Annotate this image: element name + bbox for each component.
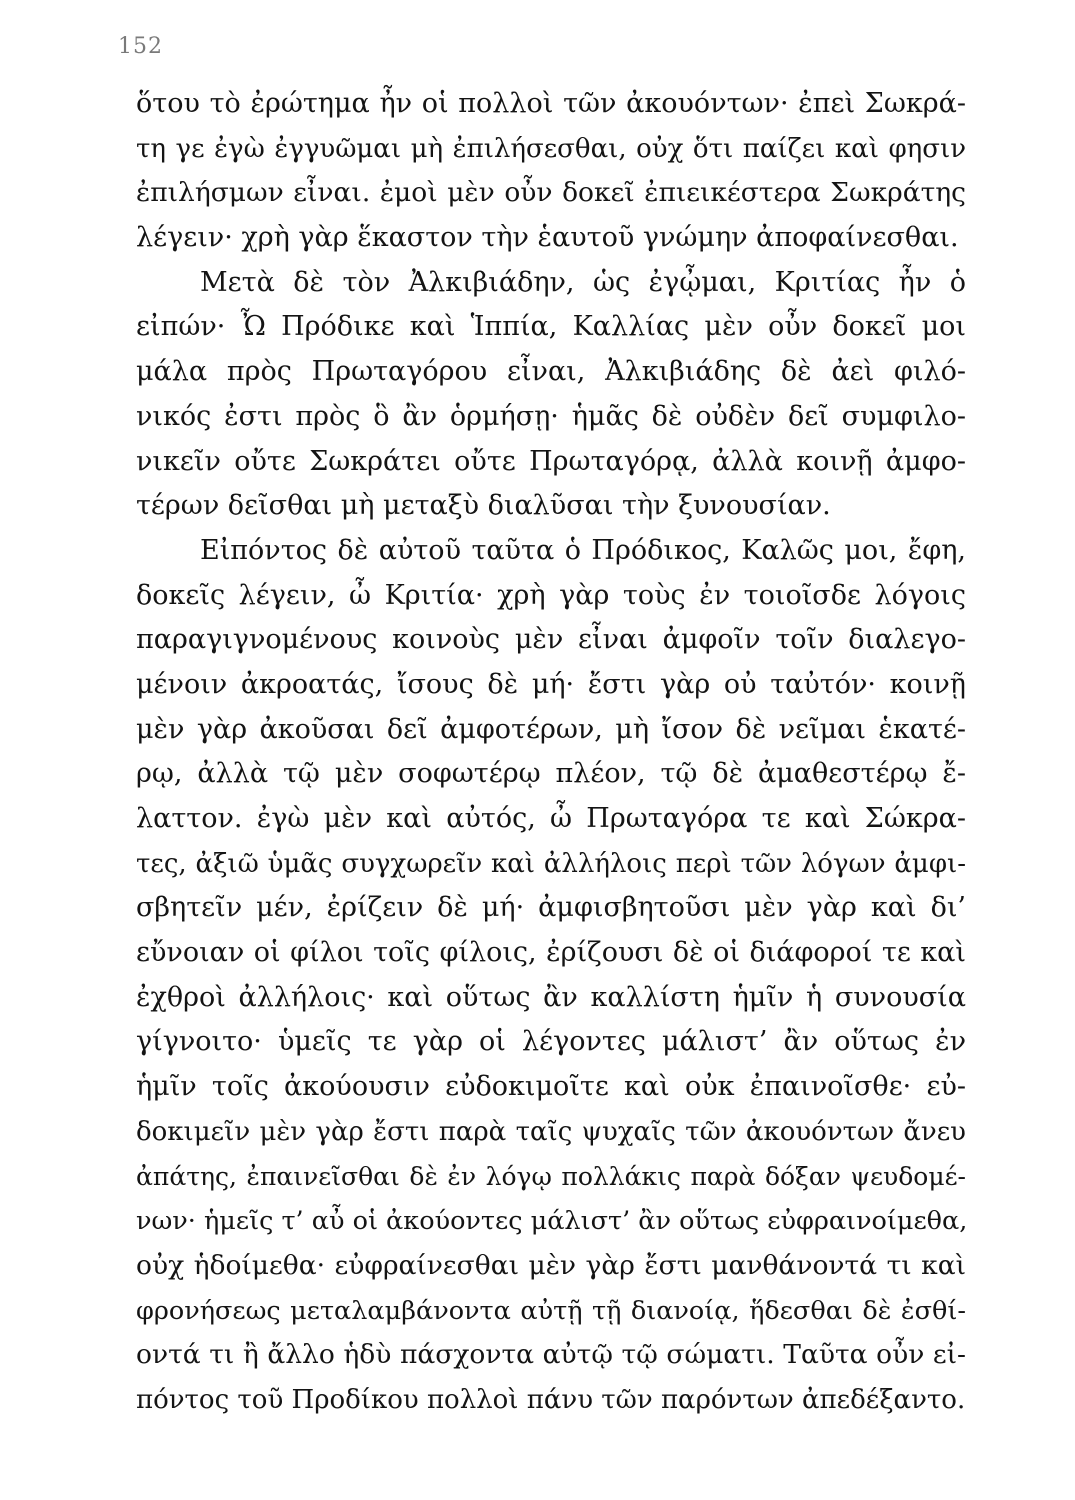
text-line: νων· ἡμεῖς τ’ αὖ οἱ ἀκούοντες μάλιστ’ ἂν οὕτως εὐφραινοίμεθα, — [136, 1206, 968, 1237]
page-number: 152 — [118, 34, 163, 59]
text-line: μὲν γὰρ ἀκοῦσαι δεῖ ἀμφοτέρων, μὴ ἴσον δὲ νεῖμαι ἑκατέ- — [136, 713, 966, 745]
text-line: πόντος τοῦ Προδίκου πολλοὶ πάνυ τῶν παρόντων ἀπεδέξαντο. — [136, 1384, 966, 1415]
text-line: Μετὰ δὲ τὸν Ἀλκιβιάδην, ὡς ἐγᾦμαι, Κριτίας ἦν ὁ — [200, 266, 966, 298]
text-line: εἰπών· Ὦ Πρόδικε καὶ Ἱππία, Καλλίας μὲν οὖν δοκεῖ μοι — [136, 311, 966, 343]
paragraph-2 — [136, 261, 966, 529]
text-line: λαττον. ἐγὼ μὲν καὶ αὐτός, ὦ Πρωταγόρα τε καὶ Σώκρα- — [136, 803, 966, 834]
text-line: μένοιν ἀκροατάς, ἴσους δὲ μή· ἔστι γὰρ οὐ ταὐτόν· κοινῇ — [136, 668, 966, 700]
text-line: λέγειν· χρὴ γὰρ ἕκαστον τὴν ἑαυτοῦ γνώμην ἀποφαίνεσθαι. — [136, 222, 959, 254]
text-line: σβητεῖν μέν, ἐρίζειν δὲ μή· ἀμφισβητοῦσι μὲν γὰρ καὶ δι’ — [136, 892, 966, 924]
text-line: ἡμῖν τοῖς ἀκούουσιν εὐδοκιμοῖτε καὶ οὐκ ἐπαινοῖσθε· εὐ- — [136, 1071, 966, 1103]
text-line: οὐχ ἡδοίμεθα· εὐφραίνεσθαι μὲν γὰρ ἔστι μανθάνοντά τι καὶ — [136, 1249, 966, 1281]
paragraph-1 — [136, 82, 966, 261]
text-line: οντά τι ἢ ἄλλο ἡδὺ πάσχοντα αὐτῷ τῷ σώματι. Ταῦτα οὖν εἰ- — [136, 1339, 966, 1371]
text-line: Εἰπόντος δὲ αὐτοῦ ταῦτα ὁ Πρόδικος, Καλῶς μοι, ἔφη, — [200, 534, 966, 566]
text-line: τη γε ἐγὼ ἐγγυῶμαι μὴ ἐπιλήσεσθαι, οὐχ ὅτι παίζει καὶ φησιν — [136, 133, 966, 164]
text-line: δοκιμεῖν μὲν γὰρ ἔστι παρὰ ταῖς ψυχαῖς τῶν ἀκουόντων ἄνευ — [136, 1116, 966, 1147]
text-body — [136, 82, 966, 1423]
text-line: νικός ἐστι πρὸς ὃ ἂν ὁρμήσῃ· ἡμᾶς δὲ οὐδὲν δεῖ συμφιλο- — [136, 400, 966, 432]
text-line: φρονήσεως μεταλαμβάνοντα αὐτῇ τῇ διανοίᾳ, ἥδεσθαι δὲ ἐσθί- — [136, 1295, 966, 1326]
text-line: ἀπάτης, ἐπαινεῖσθαι δὲ ἐν λόγῳ πολλάκις παρὰ δόξαν ψευδομέ- — [136, 1161, 966, 1191]
text-line: τέρων δεῖσθαι μὴ μεταξὺ διαλῦσαι τὴν ξυνουσίαν. — [136, 490, 831, 522]
text-line: εὔνοιαν οἱ φίλοι τοῖς φίλοις, ἐρίζουσι δὲ οἱ διάφοροί τε καὶ — [136, 937, 966, 969]
text-line: ἐχθροὶ ἀλλήλοις· καὶ οὕτως ἂν καλλίστη ἡμῖν ἡ συνουσία — [136, 981, 966, 1013]
text-line: ἐπιλήσμων εἶναι. ἐμοὶ μὲν οὖν δοκεῖ ἐπιεικέστερα Σωκράτης — [136, 177, 966, 209]
text-line: δοκεῖς λέγειν, ὦ Κριτία· χρὴ γὰρ τοὺς ἐν τοιοῖσδε λόγοις — [136, 579, 966, 611]
text-line: παραγιγνομένους κοινοὺς μὲν εἶναι ἀμφοῖν τοῖν διαλεγο- — [136, 624, 966, 656]
text-line: γίγνοιτο· ὑμεῖς τε γὰρ οἱ λέγοντες μάλιστ’ ἂν οὕτως ἐν — [136, 1026, 966, 1058]
text-line: νικεῖν οὔτε Σωκράτει οὔτε Πρωταγόρᾳ, ἀλλὰ κοινῇ ἀμφο- — [136, 445, 966, 477]
text-line: ρῳ, ἀλλὰ τῷ μὲν σοφωτέρῳ πλέον, τῷ δὲ ἀμαθεστέρῳ ἔ- — [136, 758, 966, 790]
text-line: τες, ἀξιῶ ὑμᾶς συγχωρεῖν καὶ ἀλλήλοις περὶ τῶν λόγων ἀμφι- — [136, 848, 966, 879]
text-line: μάλα πρὸς Πρωταγόρου εἶναι, Ἀλκιβιάδης δὲ ἀεὶ φιλό- — [136, 356, 966, 388]
paragraph-3 — [136, 529, 966, 1423]
text-line: ὅτου τὸ ἐρώτημα ἦν οἱ πολλοὶ τῶν ἀκουόντων· ἐπεὶ Σωκρά- — [136, 88, 966, 119]
